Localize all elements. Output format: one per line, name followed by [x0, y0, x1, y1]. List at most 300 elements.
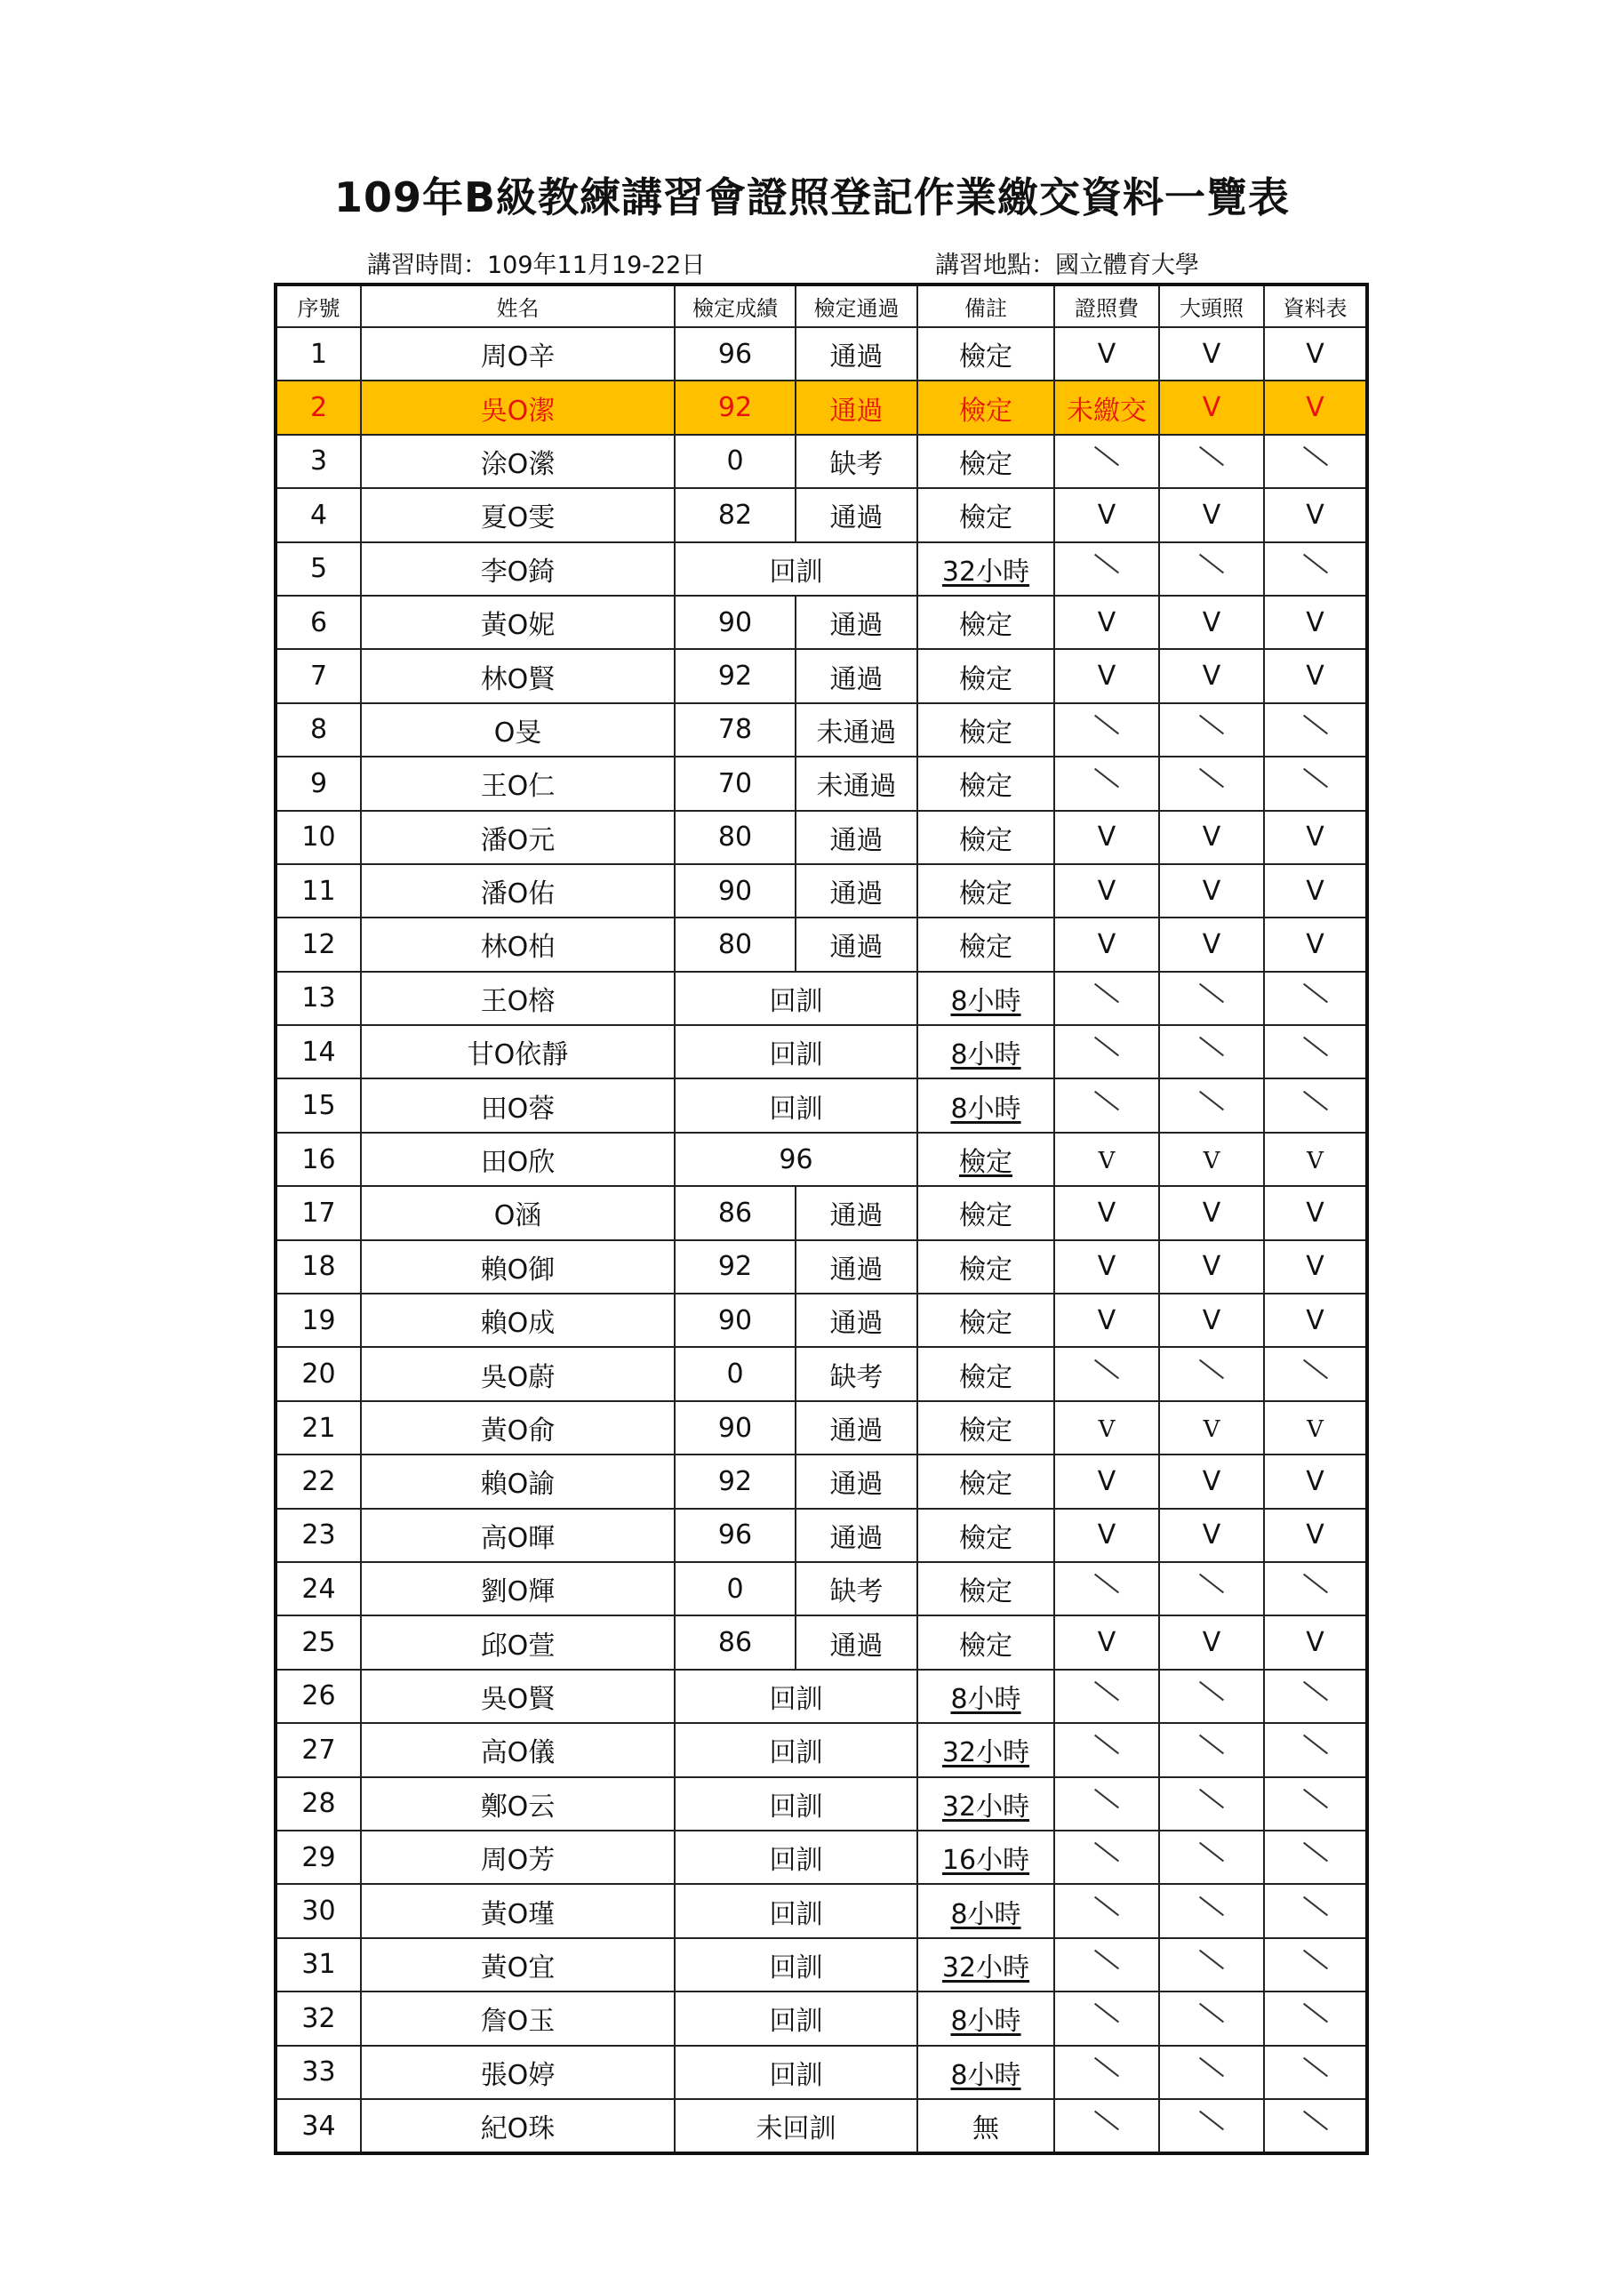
table-row [276, 542, 1367, 596]
diagonal-slash-mark [1199, 1735, 1224, 1755]
cell-form [1264, 488, 1367, 541]
cell-name-text: 黃O瑾 [480, 1898, 556, 1930]
cell-note [917, 864, 1054, 918]
cell-pass-text: 通過 [829, 824, 884, 856]
cell-pass [796, 596, 917, 649]
cell-form [1264, 1133, 1367, 1186]
cell-photo [1159, 1509, 1264, 1562]
cell-no-text: 15 [301, 1090, 336, 1122]
cell-note [917, 596, 1054, 649]
cell-name [361, 811, 675, 864]
cell-form-text: V [1306, 875, 1324, 907]
cell-photo-text: V [1202, 392, 1221, 424]
table-row [276, 811, 1367, 864]
cell-no-text: 2 [309, 392, 328, 424]
diagonal-slash-mark [1094, 1895, 1119, 1916]
cell-note-text: 檢定 [959, 1308, 1012, 1340]
table-row [276, 488, 1367, 541]
cell-form [1264, 1884, 1367, 1937]
cell-note [917, 1294, 1054, 1347]
cell-name-text: 劉O輝 [480, 1576, 556, 1608]
cell-fee [1054, 1509, 1159, 1562]
cell-result-merged-text: 回訓 [769, 1093, 823, 1125]
cell-note [917, 1455, 1054, 1508]
cell-score [675, 649, 796, 702]
cell-fee [1054, 703, 1159, 757]
table-row [276, 649, 1367, 702]
diagonal-slash-mark [1302, 1574, 1327, 1594]
cell-no-text: 12 [301, 928, 336, 960]
cell-fee-text: V [1097, 928, 1116, 960]
cell-pass [796, 864, 917, 918]
table-row [276, 1025, 1367, 1078]
cell-name-text: 詹O玉 [480, 2006, 556, 2038]
cell-name [361, 1347, 675, 1400]
cell-photo [1159, 1347, 1264, 1400]
table-row [276, 1133, 1367, 1186]
cell-name [361, 1777, 675, 1831]
diagonal-slash-mark [1199, 2111, 1224, 2131]
cell-no-text: 34 [301, 2110, 336, 2142]
cell-form [1264, 1455, 1367, 1508]
cell-score [675, 864, 796, 918]
cell-name-text: 潘O元 [480, 824, 556, 856]
cell-name [361, 1078, 675, 1132]
cell-form-text: V [1306, 661, 1324, 693]
cell-no [276, 1186, 361, 1239]
cell-score [675, 488, 796, 541]
table-row [276, 1401, 1367, 1455]
cell-no-text: 32 [301, 2002, 336, 2034]
cell-fee-text: V [1098, 1415, 1116, 1443]
cell-name [361, 1884, 675, 1937]
cell-name [361, 1025, 675, 1078]
table-row [276, 2099, 1367, 2153]
cell-score [675, 381, 796, 434]
cell-fee [1054, 649, 1159, 702]
cell-form [1264, 1509, 1367, 1562]
cell-name-text: 王O仁 [480, 771, 556, 803]
cell-photo [1159, 2099, 1264, 2153]
table-row [276, 1938, 1367, 1992]
cell-no [276, 1884, 361, 1937]
cell-name-text: 林O賢 [480, 663, 556, 695]
cell-no-text: 14 [301, 1036, 336, 1068]
cell-note-text: 32小時 [941, 1737, 1030, 1769]
diagonal-slash-mark [1199, 983, 1224, 1004]
diagonal-slash-mark [1199, 768, 1224, 789]
cell-photo [1159, 1401, 1264, 1455]
cell-pass-text: 缺考 [829, 1361, 884, 1393]
cell-note [917, 1992, 1054, 2045]
cell-fee [1054, 1777, 1159, 1831]
cell-photo [1159, 1938, 1264, 1992]
cell-fee [1054, 1938, 1159, 1992]
cell-form-text: V [1306, 606, 1324, 638]
diagonal-slash-mark [1199, 1037, 1224, 1057]
cell-result-merged-text: 回訓 [769, 985, 823, 1017]
cell-fee [1054, 864, 1159, 918]
cell-pass-text: 通過 [829, 1522, 884, 1554]
cell-name [361, 864, 675, 918]
cell-form-text: V [1307, 1415, 1324, 1443]
diagonal-slash-mark [1094, 1735, 1119, 1755]
cell-no [276, 381, 361, 434]
cell-form [1264, 542, 1367, 596]
cell-no-text: 22 [301, 1465, 336, 1497]
cell-photo [1159, 596, 1264, 649]
diagonal-slash-mark [1302, 1895, 1327, 1916]
cell-fee [1054, 1670, 1159, 1723]
cell-no-text: 1 [309, 338, 328, 370]
cell-name [361, 1992, 675, 2045]
cell-pass [796, 703, 917, 757]
diagonal-slash-mark [1302, 715, 1327, 735]
cell-photo [1159, 1294, 1264, 1347]
training-time: 講習時間：109年11月19-22日 [367, 252, 706, 279]
cell-pass [796, 1347, 917, 1400]
diagonal-slash-mark [1302, 1037, 1327, 1057]
cell-form-text: V [1306, 1627, 1324, 1659]
cell-form [1264, 435, 1367, 488]
cell-name [361, 1401, 675, 1455]
diagonal-slash-mark [1302, 1842, 1327, 1863]
registration-table [274, 283, 1369, 2155]
cell-no [276, 435, 361, 488]
cell-result-merged [675, 2099, 917, 2153]
cell-fee [1054, 435, 1159, 488]
cell-form [1264, 649, 1367, 702]
cell-fee-text: V [1097, 1627, 1116, 1659]
cell-note-text: 檢定 [959, 932, 1012, 964]
cell-no [276, 488, 361, 541]
cell-no [276, 757, 361, 810]
cell-note-text: 檢定 [959, 878, 1012, 910]
cell-note [917, 381, 1054, 434]
cell-fee [1054, 1615, 1159, 1669]
cell-form [1264, 2099, 1367, 2153]
cell-photo-text: V [1202, 821, 1221, 854]
cell-score [675, 703, 796, 757]
cell-pass-text: 通過 [829, 1308, 884, 1340]
cell-name-text: 黃O俞 [480, 1415, 556, 1447]
cell-pass [796, 1455, 917, 1508]
cell-note [917, 1401, 1054, 1455]
cell-photo [1159, 1992, 1264, 2045]
cell-photo-text: V [1202, 1519, 1221, 1551]
cell-fee-text: V [1097, 1251, 1116, 1283]
cell-form [1264, 811, 1367, 864]
cell-result-merged [675, 1938, 917, 1992]
cell-photo [1159, 1723, 1264, 1776]
cell-no-text: 27 [301, 1734, 336, 1766]
cell-score [675, 918, 796, 971]
table-row [276, 918, 1367, 971]
cell-form [1264, 972, 1367, 1025]
cell-form [1264, 1615, 1367, 1669]
cell-pass [796, 1240, 917, 1294]
table-row [276, 1777, 1367, 1831]
cell-fee [1054, 757, 1159, 810]
cell-fee [1054, 1884, 1159, 1937]
cell-note [917, 488, 1054, 541]
cell-pass-text: 未通過 [816, 771, 897, 803]
cell-form-text: V [1306, 392, 1324, 424]
cell-form-text: V [1306, 1465, 1324, 1497]
cell-form [1264, 1777, 1367, 1831]
cell-form [1264, 1938, 1367, 1992]
cell-no [276, 596, 361, 649]
cell-photo [1159, 1562, 1264, 1615]
cell-note [917, 1723, 1054, 1776]
cell-result-merged [675, 972, 917, 1025]
diagonal-slash-mark [1094, 553, 1119, 573]
table-row [276, 435, 1367, 488]
cell-score [675, 327, 796, 381]
cell-note-text: 8小時 [950, 1683, 1021, 1715]
cell-result-merged [675, 1025, 917, 1078]
cell-name-text: 賴O御 [480, 1254, 556, 1286]
cell-photo [1159, 1186, 1264, 1239]
cell-pass [796, 918, 917, 971]
cell-form [1264, 1831, 1367, 1884]
cell-name-text: 吳O賢 [480, 1683, 556, 1715]
diagonal-slash-mark [1199, 446, 1224, 467]
cell-name-text: O涵 [493, 1200, 542, 1232]
cell-score-text: 92 [717, 392, 753, 424]
table-row [276, 864, 1367, 918]
cell-name [361, 649, 675, 702]
cell-fee-text: V [1097, 875, 1116, 907]
cell-note-text: 檢定 [959, 1576, 1012, 1608]
cell-no-text: 7 [309, 661, 328, 693]
cell-note-text: 無 [972, 2113, 999, 2145]
cell-photo [1159, 649, 1264, 702]
diagonal-slash-mark [1302, 446, 1327, 467]
cell-name [361, 1240, 675, 1294]
cell-no [276, 1347, 361, 1400]
diagonal-slash-mark [1199, 553, 1224, 573]
cell-result-merged [675, 1670, 917, 1723]
cell-fee-text: 未繳交 [1067, 395, 1147, 427]
diagonal-slash-mark [1094, 1950, 1119, 1970]
cell-fee-text: V [1097, 338, 1116, 370]
cell-name [361, 972, 675, 1025]
cell-no [276, 972, 361, 1025]
diagonal-slash-mark [1094, 2003, 1119, 2024]
cell-pass-text: 通過 [829, 1200, 884, 1232]
cell-photo-text: V [1203, 1147, 1220, 1174]
cell-result-merged-text: 回訓 [769, 1039, 823, 1071]
cell-no-text: 18 [301, 1251, 336, 1283]
cell-note [917, 1777, 1054, 1831]
cell-note [917, 918, 1054, 971]
cell-form [1264, 864, 1367, 918]
table-row [276, 972, 1367, 1025]
cell-pass-text: 通過 [829, 932, 884, 964]
table-row [276, 327, 1367, 381]
table-row [276, 381, 1367, 434]
cell-name [361, 1562, 675, 1615]
cell-score [675, 1615, 796, 1669]
cell-name [361, 381, 675, 434]
cell-note-text: 8小時 [950, 1898, 1021, 1930]
cell-no-text: 31 [301, 1949, 336, 1981]
diagonal-slash-mark [1302, 1090, 1327, 1110]
cell-no [276, 1455, 361, 1508]
diagonal-slash-mark [1094, 768, 1119, 789]
cell-fee [1054, 972, 1159, 1025]
cell-pass [796, 1562, 917, 1615]
cell-fee [1054, 1723, 1159, 1776]
cell-name [361, 1186, 675, 1239]
cell-no-text: 11 [301, 875, 336, 907]
cell-score [675, 1186, 796, 1239]
cell-no [276, 2046, 361, 2099]
cell-fee-text: V [1097, 661, 1116, 693]
cell-note-text: 32小時 [941, 1791, 1030, 1823]
table-row [276, 2046, 1367, 2099]
diagonal-slash-mark [1094, 1358, 1119, 1379]
cell-pass [796, 327, 917, 381]
cell-note [917, 1938, 1054, 1992]
cell-score-text: 82 [717, 499, 753, 531]
cell-no [276, 1723, 361, 1776]
cell-pass [796, 381, 917, 434]
cell-score-text: 92 [717, 661, 753, 693]
cell-pass-text: 通過 [829, 502, 884, 534]
diagonal-slash-mark [1199, 1574, 1224, 1594]
cell-no-text: 19 [301, 1304, 336, 1336]
cell-name-text: 吳O蔚 [480, 1361, 556, 1393]
cell-score-text: 90 [717, 1412, 753, 1444]
cell-name-text: 賴O成 [480, 1308, 556, 1340]
diagonal-slash-mark [1199, 1681, 1224, 1702]
cell-result-merged-text: 回訓 [769, 556, 823, 588]
header-note: 備註 [917, 284, 1054, 327]
cell-result-merged [675, 1078, 917, 1132]
cell-no-text: 33 [301, 2056, 336, 2088]
cell-note [917, 2099, 1054, 2153]
diagonal-slash-mark [1094, 983, 1119, 1004]
cell-result-merged [675, 1884, 917, 1937]
page-title: 109年B級教練講習會證照登記作業繳交資料一覽表 [333, 173, 1291, 221]
cell-pass-text: 通過 [829, 878, 884, 910]
cell-name [361, 2046, 675, 2099]
cell-result-merged [675, 542, 917, 596]
cell-form-text: V [1306, 821, 1324, 854]
cell-name [361, 1509, 675, 1562]
header-fee: 證照費 [1054, 284, 1159, 327]
cell-fee-text: V [1097, 821, 1116, 854]
cell-no [276, 542, 361, 596]
cell-form [1264, 757, 1367, 810]
cell-no [276, 1509, 361, 1562]
cell-pass [796, 435, 917, 488]
cell-photo [1159, 703, 1264, 757]
cell-fee [1054, 1240, 1159, 1294]
cell-note-text: 8小時 [950, 1039, 1021, 1071]
table-row [276, 1884, 1367, 1937]
diagonal-slash-mark [1094, 1788, 1119, 1808]
cell-pass [796, 1615, 917, 1669]
cell-note-text: 16小時 [941, 1845, 1030, 1877]
cell-fee [1054, 1347, 1159, 1400]
cell-no [276, 2099, 361, 2153]
cell-score-text: 0 [726, 445, 744, 477]
cell-name [361, 596, 675, 649]
cell-fee [1054, 1992, 1159, 2045]
cell-no-text: 24 [301, 1573, 336, 1605]
cell-note [917, 1078, 1054, 1132]
header-no: 序號 [276, 284, 361, 327]
cell-name-text: O旻 [493, 717, 542, 749]
cell-form [1264, 1347, 1367, 1400]
cell-no [276, 1562, 361, 1615]
diagonal-slash-mark [1094, 1574, 1119, 1594]
cell-score [675, 435, 796, 488]
header-form: 資料表 [1264, 284, 1367, 327]
cell-result-merged-text: 回訓 [769, 1737, 823, 1769]
cell-form-text: V [1307, 1147, 1324, 1174]
table-row [276, 757, 1367, 810]
cell-photo [1159, 2046, 1264, 2099]
cell-name [361, 1133, 675, 1186]
cell-name [361, 918, 675, 971]
cell-no-text: 28 [301, 1788, 336, 1820]
cell-result-merged-text: 未回訓 [756, 2113, 836, 2145]
cell-note [917, 1240, 1054, 1294]
cell-pass-text: 通過 [829, 1469, 884, 1501]
header-name: 姓名 [361, 284, 675, 327]
cell-name-text: 邱O萱 [480, 1630, 556, 1662]
diagonal-slash-mark [1302, 1358, 1327, 1379]
cell-score [675, 811, 796, 864]
header-score: 檢定成績 [675, 284, 796, 327]
cell-no [276, 1615, 361, 1669]
diagonal-slash-mark [1199, 1842, 1224, 1863]
cell-name [361, 757, 675, 810]
cell-form-text: V [1306, 1197, 1324, 1229]
cell-pass-text: 缺考 [829, 1576, 884, 1608]
cell-score [675, 1562, 796, 1615]
cell-result-merged-text: 回訓 [769, 1951, 823, 1983]
cell-note [917, 811, 1054, 864]
cell-photo [1159, 1025, 1264, 1078]
cell-pass [796, 649, 917, 702]
cell-fee [1054, 542, 1159, 596]
cell-photo [1159, 1670, 1264, 1723]
cell-name [361, 1455, 675, 1508]
diagonal-slash-mark [1094, 1842, 1119, 1863]
table-row [276, 1240, 1367, 1294]
cell-note [917, 542, 1054, 596]
cell-score-text: 0 [726, 1358, 744, 1390]
cell-result-merged-text: 回訓 [769, 1791, 823, 1823]
cell-result-merged-text: 回訓 [769, 2006, 823, 2038]
cell-no [276, 327, 361, 381]
cell-no [276, 1831, 361, 1884]
table-row [276, 1562, 1367, 1615]
cell-fee-text: V [1097, 1304, 1116, 1336]
diagonal-slash-mark [1302, 1950, 1327, 1970]
cell-name [361, 1670, 675, 1723]
cell-name [361, 1294, 675, 1347]
cell-no-text: 25 [301, 1627, 336, 1659]
cell-score [675, 596, 796, 649]
cell-fee [1054, 327, 1159, 381]
diagonal-slash-mark [1094, 2056, 1119, 2077]
